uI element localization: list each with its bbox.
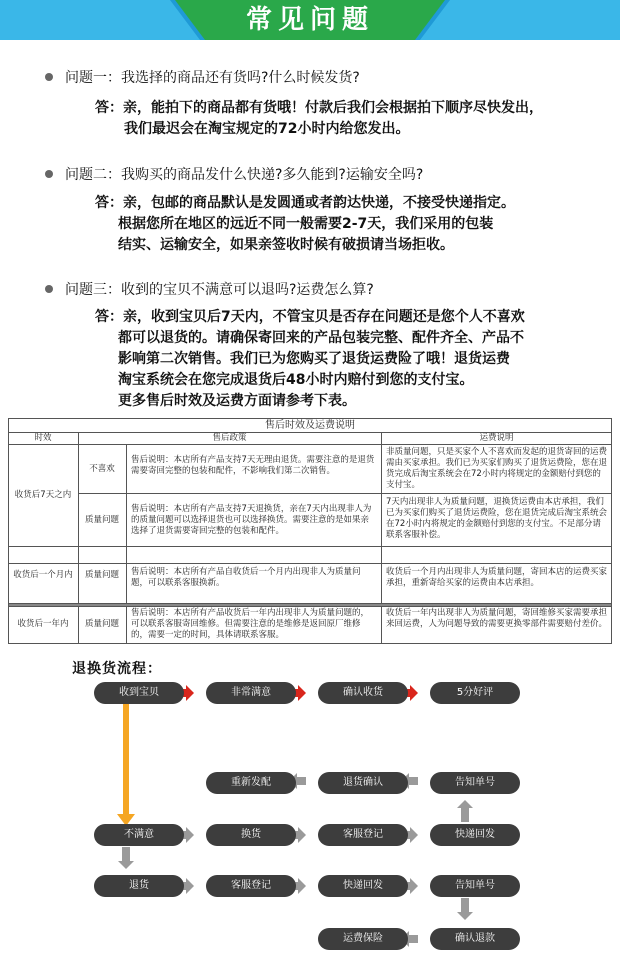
row1a-type: 不喜欢 (89, 464, 115, 474)
flow-node-very-satisfied: 非常满意 (206, 682, 296, 704)
row1b-type: 质量问题 (84, 515, 119, 525)
bullet-icon (45, 73, 53, 81)
faq-answer-2-line-3: 结实、运输安全，如果亲签收时候有破损请当场拒收。 (118, 237, 454, 253)
flow-node-exchange: 换货 (206, 824, 296, 846)
flow-node-five-star: 5分好评 (430, 682, 520, 704)
flow-node-express-return-bottom: 快递回发 (318, 875, 408, 897)
flow-node-express-return-top: 快递回发 (430, 824, 520, 846)
faq-answer-1-line-1: 答：亲，能拍下的商品都有货哦！付款后我们会根据拍下顺序尽快发出， (95, 100, 543, 116)
faq-answer-3-line-5: 更多售后时效及运费方面请参考下表。 (118, 393, 356, 409)
faq-answer-3-line-4: 淘宝系统会在您完成退货后48小时内赔付到您的支付宝。 (118, 372, 474, 388)
row3-freight: 收货后一年内出现非人为质量问题，寄回维修买家需要承担来回运费，人为问题导致的需要更换零部件需要赔付差价。 (386, 608, 608, 629)
flow-node-confirm-receipt: 确认收货 (318, 682, 408, 704)
bullet-icon (45, 285, 53, 293)
row2-freight: 收货后一个月内出现非人为质量问题，寄回本店的运费买家承担，重新寄给买家的运费由本店承担。 (386, 567, 608, 588)
orange-down-arrow-icon (117, 704, 135, 826)
faq-question-text: 问题二：我购买的商品发什么快递?多久能到?运输安全吗? (65, 167, 424, 183)
table-header-policy: 售后政策 (212, 433, 247, 443)
gray-arrow-icons (118, 773, 473, 947)
row3-type: 质量问题 (84, 619, 119, 629)
row1a-policy: 售后说明：本店所有产品支持7天无理由退货。需要注意的是退货需要寄回完整的包装和配件，不影响我们第二次销售。 (131, 455, 375, 476)
bullet-icon (45, 170, 53, 178)
faq-answer-1-line-2: 我们最迟会在淘宝规定的72小时内给您发出。 (124, 121, 410, 137)
faq-question-3 (45, 280, 374, 300)
page-title: 常见问题 (245, 5, 374, 35)
aftersales-table (8, 418, 612, 644)
row3-policy: 售后说明：本店所有产品收货后一年内出现非人为质量问题的，可以联系客服寄回维修。但需要注意的是维修是返回原厂维修的，需要一定的时间，具体请联系客服。 (131, 608, 370, 640)
flow-arrows (0, 680, 620, 960)
row3-period: 收货后一年内 (17, 619, 69, 629)
flow-node-unsatisfied: 不满意 (94, 824, 184, 846)
flow-node-cs-register-bottom: 客服登记 (206, 875, 296, 897)
flow-node-return-confirm: 退货确认 (318, 772, 408, 794)
row2-type: 质量问题 (84, 570, 119, 580)
faq-answer-3-line-3: 影响第二次销售。我们已为您购买了退货运费险了哦！退货运费 (118, 351, 510, 367)
faq-answer-3-line-2: 都可以退货的。请确保寄回来的产品包装完整、配件齐全、产品不 (118, 330, 524, 346)
row2-policy: 售后说明：本店所有产品自收货后一个月内出现非人为质量问题，可以联系客服换新。 (131, 567, 361, 588)
flow-node-freight-insurance: 运费保险 (318, 928, 408, 950)
faq-question-text: 问题三：收到的宝贝不满意可以退吗?运费怎么算? (65, 282, 374, 298)
row1b-policy: 售后说明：本店所有产品支持7天退换货，亲在7天内出现非人为的质量问题可以选择退货也可以选择换货。需要注意的是如果亲选择了退货需要寄回完整的包装和配件。 (131, 504, 372, 536)
flow-node-tell-number-top: 告知单号 (430, 772, 520, 794)
row2-period: 收货后一个月内 (13, 570, 73, 580)
flow-node-tell-number-bottom: 告知单号 (430, 875, 520, 897)
flow-node-confirm-refund: 确认退款 (430, 928, 520, 950)
flow-node-cs-register-top: 客服登记 (318, 824, 408, 846)
faq-answer-2-line-1: 答：亲，包邮的商品默认是发圆通或者韵达快递，不接受快递指定。 (95, 195, 515, 211)
faq-question-2 (45, 165, 423, 185)
faq-question-text: 问题一：我选择的商品还有货吗?什么时候发货? (65, 70, 360, 86)
table-title: 售后时效及运费说明 (265, 420, 355, 431)
flow-node-reship: 重新发配 (206, 772, 296, 794)
faq-answer-2-line-2: 根据您所在地区的远近不同一般需要2-7天，我们采用的包装 (118, 216, 494, 232)
row1-period: 收货后7天之内 (14, 490, 72, 500)
flow-node-receive: 收到宝贝 (94, 682, 184, 704)
row1b-freight: 7天内出现非人为质量问题，退换货运费由本店承担，我们已为买家们购买了退货运费险，您在退货完成后淘宝系统会在72小时内将规定的金额赔付到您的支付宝。不足部分请联系客服补偿。 (386, 497, 608, 540)
table-header-freight: 运费说明 (479, 433, 514, 443)
table-header-period: 时效 (34, 433, 52, 443)
faq-question-1 (45, 68, 360, 88)
row1a-freight: 非质量问题，只是买家个人不喜欢而发起的退货寄回的运费需由买家承担。我们已为买家们购买了退货运费险，您在退货完成后淘宝系统会在72小时内将规定的金额赔付到您的支付宝。 (386, 447, 608, 490)
flow-title: 退换货流程： (72, 661, 162, 677)
faq-answer-3-line-1: 答：亲，收到宝贝后7天内，不管宝贝是否存在问题还是您个人不喜欢 (95, 309, 525, 325)
flow-node-return-goods: 退货 (94, 875, 184, 897)
